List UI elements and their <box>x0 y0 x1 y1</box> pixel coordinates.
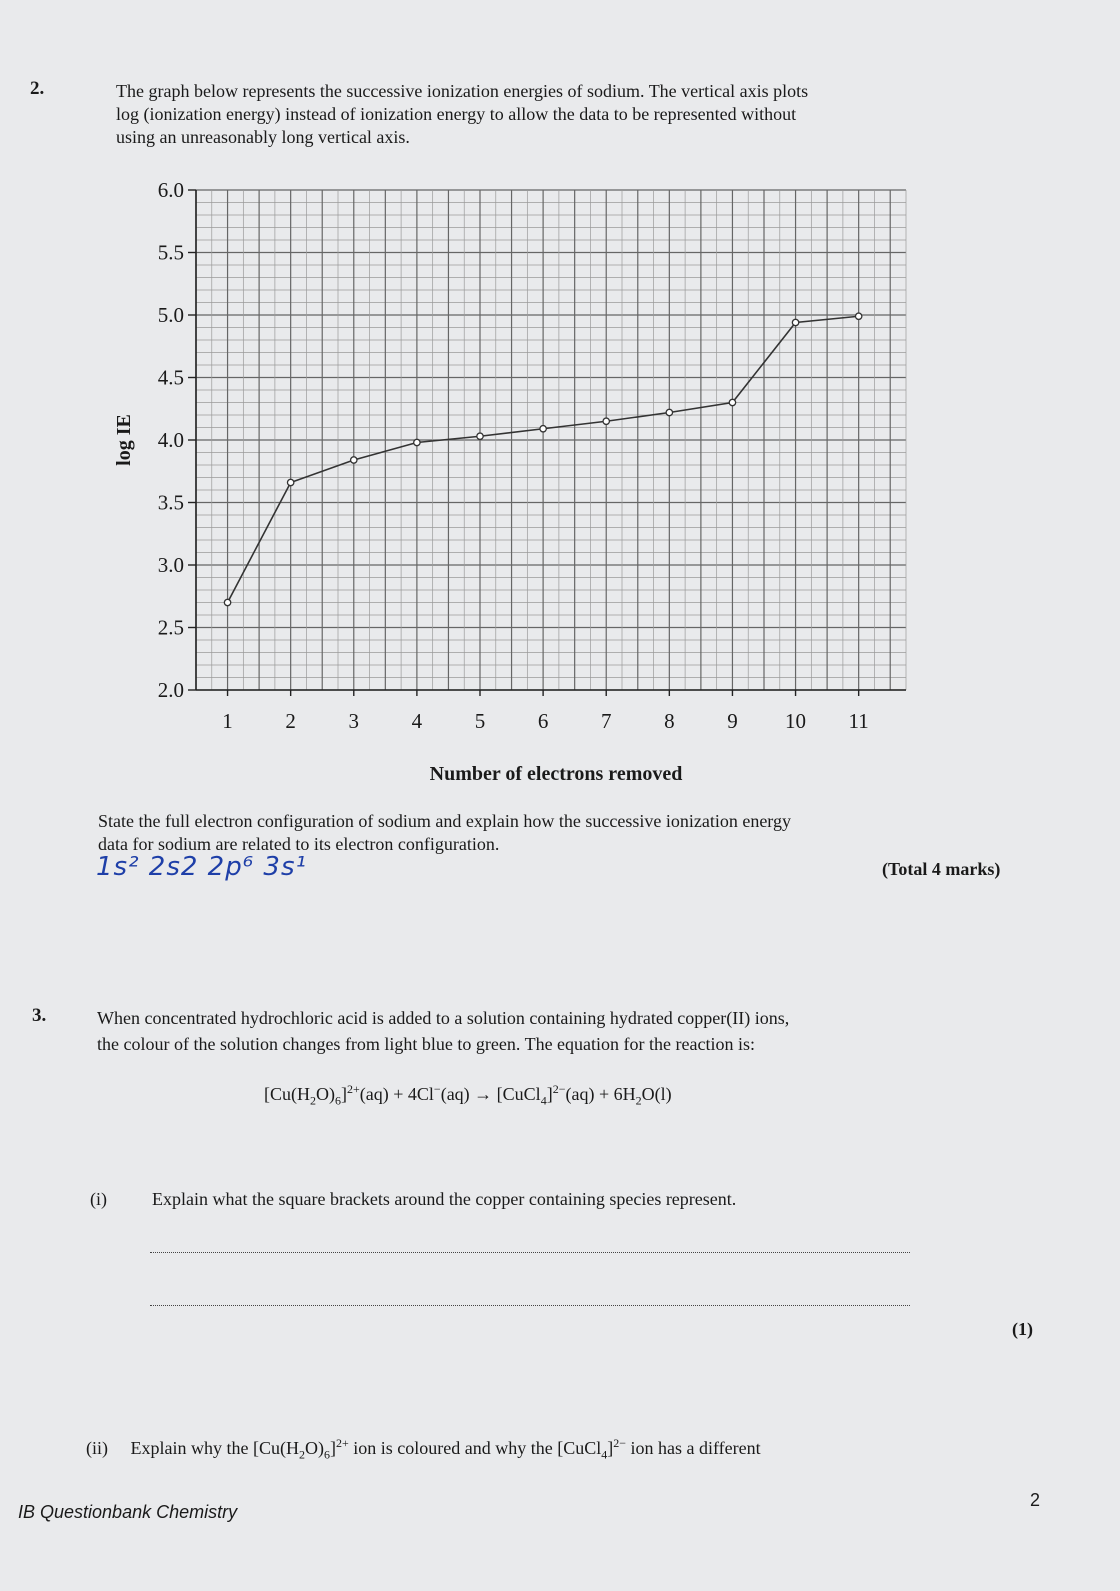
part-i-label: (i) <box>90 1189 107 1209</box>
question-3-intro-line1: When concentrated hydrochloric acid is added to a solution containing hydrated copper(II) ions, <box>97 1008 790 1028</box>
data-point <box>287 479 293 485</box>
handwritten-answer: 1s² 2s2 2p⁶ 3s¹ <box>96 852 307 882</box>
chart-grid <box>196 190 906 690</box>
data-point <box>729 399 735 405</box>
y-tick-label: 6.0 <box>157 178 184 202</box>
question-2-number: 2. <box>30 78 45 99</box>
y-tick-label: 4.5 <box>157 365 184 390</box>
x-tick-label: 3 <box>348 709 360 733</box>
footer-source: IB Questionbank Chemistry <box>18 1502 238 1522</box>
question-2-prompt <box>98 810 1078 856</box>
data-point <box>224 599 230 605</box>
x-tick-label: 7 <box>600 709 612 733</box>
reaction-equation: $[Cu(H_2O)_6]^{2+}(aq) + 4Cl^-(aq)$ → [CuCl$_4$]$^{2-}$(aq) + $6H_2O(l)$ <box>264 1082 672 1108</box>
x-tick-label: 6 <box>537 709 549 733</box>
question-2-intro-line1: The graph below represents the successive ionization energies of sodium. The vertical axis plots <box>116 81 809 101</box>
complex-ion-hydrated: $[Cu(H_2O)_6]^{2+}$ <box>252 1436 349 1462</box>
chart-axes <box>188 190 906 696</box>
question-2-intro-line2: log (ionization energy) instead of ionization energy to allow the data to be represented without <box>116 104 797 124</box>
y-tick-label: 3.5 <box>157 490 184 515</box>
part-ii-question <box>86 1432 761 1467</box>
y-tick-label: 3.0 <box>157 553 184 577</box>
answer-line-2[interactable] <box>150 1305 910 1306</box>
x-tick-label: 2 <box>285 709 296 733</box>
y-tick-label: 5.0 <box>157 303 184 327</box>
question-2-marks: (Total 4 marks) <box>882 859 1001 879</box>
part-ii-text-a: Explain why the <box>130 1438 249 1458</box>
part-ii-label: (ii) <box>86 1438 108 1458</box>
part-i-marks: (1) <box>1012 1319 1033 1339</box>
question-3-intro-line2: the colour of the solution changes from light blue to green. The equation for the reaction is: <box>97 1034 755 1054</box>
data-point <box>414 439 420 445</box>
question-2-prompt-line1: State the full electron configuration of sodium and explain how the successive ionization energy <box>98 811 791 831</box>
question-2-intro-line3: using an unreasonably long vertical axis. <box>116 127 410 147</box>
part-ii-text-c: ion has a different <box>630 1438 761 1458</box>
data-point <box>477 433 483 439</box>
y-tick-label: 2.5 <box>157 615 184 640</box>
x-tick-label: 8 <box>664 709 675 733</box>
answer-line-1[interactable] <box>150 1252 910 1253</box>
data-point <box>540 426 546 432</box>
question-3-intro <box>97 1005 1077 1057</box>
x-tick-label: 11 <box>848 709 869 733</box>
part-ii-text-b: ion is coloured and why the <box>353 1438 553 1458</box>
x-tick-label: 1 <box>222 709 233 733</box>
data-point <box>666 409 672 415</box>
x-tick-label: 10 <box>785 709 807 733</box>
data-point <box>603 418 609 424</box>
data-point <box>855 313 861 319</box>
x-tick-label: 5 <box>474 709 486 733</box>
chart-y-axis-label: log IE <box>113 414 135 466</box>
y-tick-label: 5.5 <box>157 240 184 265</box>
y-tick-label: 4.0 <box>157 428 184 452</box>
complex-ion-chloro: [CuCl$_4$]$^{2-}$ <box>557 1436 627 1462</box>
part-i-question: Explain what the square brackets around the copper containing species represent. <box>152 1189 737 1209</box>
y-tick-label: 2.0 <box>157 678 184 702</box>
data-point <box>351 457 357 463</box>
data-point <box>792 319 798 325</box>
page-number: 2 <box>1030 1490 1041 1510</box>
chart-x-axis-label: Number of electrons removed <box>429 763 683 785</box>
question-3-number: 3. <box>32 1005 47 1026</box>
x-tick-label: 9 <box>727 709 738 733</box>
chart-tick-labels <box>158 178 869 733</box>
x-tick-label: 4 <box>411 709 423 733</box>
question-2-prompt-line2: data for sodium are related to its electron configuration. <box>98 834 500 854</box>
